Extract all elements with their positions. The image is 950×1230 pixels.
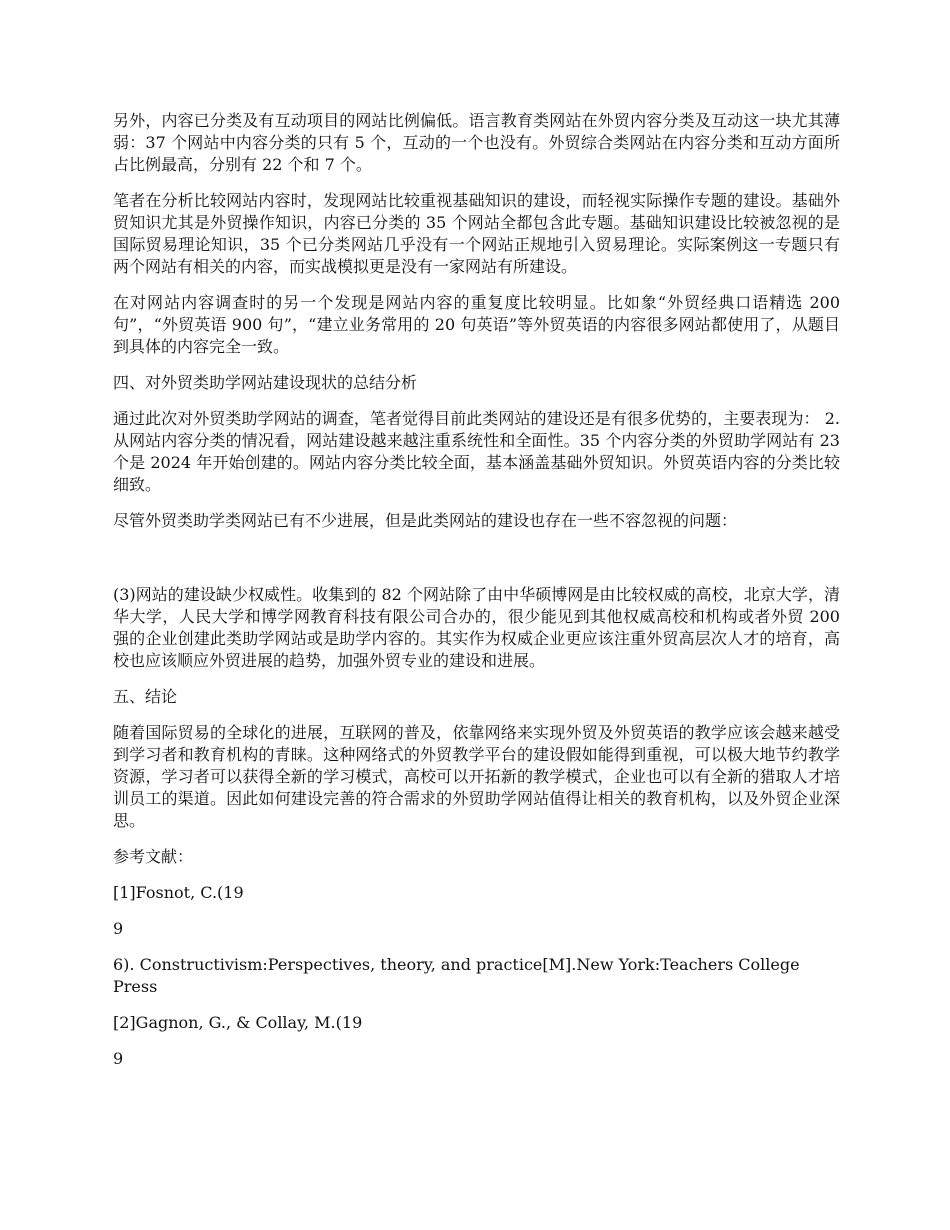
- reference-line: 9: [113, 919, 124, 938]
- reference-line: [1]Fosnot, C.(19: [113, 883, 244, 902]
- section-heading-conclusion: 五、结论: [113, 687, 178, 706]
- paragraph-content-duplication: 在对网站内容调查时的另一个发现是网站内容的重复度比较明显。比如象“外贸经典口语精选 200 句”，“外贸英语 900 句”，“建立业务常用的 20 句英语”等外贸英语的内容很多网站都使用了，从题目到具体的内容完全一致。: [113, 293, 840, 356]
- reference-line: [2]Gagnon, G., & Collay, M.(19: [113, 1013, 363, 1032]
- paragraph-content-analysis: 笔者在分析比较网站内容时，发现网站比较重视基础知识的建设，而轻视实际操作专题的建设。基础外贸知识尤其是外贸操作知识，内容已分类的 35 个网站全都包含此专题。基础知识建设比较被忽视的是国际贸易理论知识，35 个已分类网站几乎没有一个网站正规地引入贸易理论。实际案例这一专题只有两个网站有相关的内容，而实战模拟更是没有一家网站有所建设。: [113, 191, 840, 276]
- section-heading-summary: 四、对外贸类助学网站建设现状的总结分析: [113, 373, 418, 392]
- references-title: 参考文献：: [113, 847, 194, 866]
- paragraph-conclusion: 随着国际贸易的全球化的进展，互联网的普及，依靠网络来实现外贸及外贸英语的教学应该会越来越受到学习者和教育机构的青睐。这种网络式的外贸教学平台的建设假如能得到重视，可以极大地节约教学资源，学习者可以获得全新的学习模式，高校可以开拓新的教学模式，企业也可以有全新的猎取人才培训员工的渠道。因此如何建设完善的符合需求的外贸助学网站值得让相关的教育机构，以及外贸企业深思。: [113, 723, 840, 830]
- paragraph-advantages: 通过此次对外贸类助学网站的调查，笔者觉得目前此类网站的建设还是有很多优势的，主要表现为： 2.从网站内容分类的情况看，网站建设越来越注重系统性和全面性。35 个内容分类的外贸助学网站有 23 个是 2024 年开始创建的。网站内容分类比较全面，基本涵盖基础外贸知识。外贸英语内容的分类比较细致。: [113, 409, 840, 494]
- reference-line: 9: [113, 1049, 124, 1068]
- paragraph-problems-intro: 尽管外贸类助学类网站已有不少进展，但是此类网站的建设也存在一些不容忽视的问题：: [113, 511, 738, 530]
- blank-gap: [113, 546, 840, 584]
- paragraph-content-classification: 另外，内容已分类及有互动项目的网站比例偏低。语言教育类网站在外贸内容分类及互动这一块尤其薄弱：37 个网站中内容分类的只有 5 个，互动的一个也没有。外贸综合类网站在内容分类和互动方面所占比例最高，分别有 22 个和 7 个。: [113, 111, 840, 174]
- paragraph-authority: (3)网站的建设缺少权威性。收集到的 82 个网站除了由中华硕博网是由比较权威的高校，北京大学，清华大学，人民大学和博学网教育科技有限公司合办的，很少能见到其他权威高校和机构或者外贸 200 强的企业创建此类助学网站或是助学内容的。其实作为权威企业更应该注重外贸高层次人才的培育，高校也应该顺应外贸进展的趋势，加强外贸专业的建设和进展。: [113, 585, 840, 670]
- reference-line: 6). Constructivism:Perspectives, theory, and practice[M].New York:Teachers College Press: [113, 955, 800, 996]
